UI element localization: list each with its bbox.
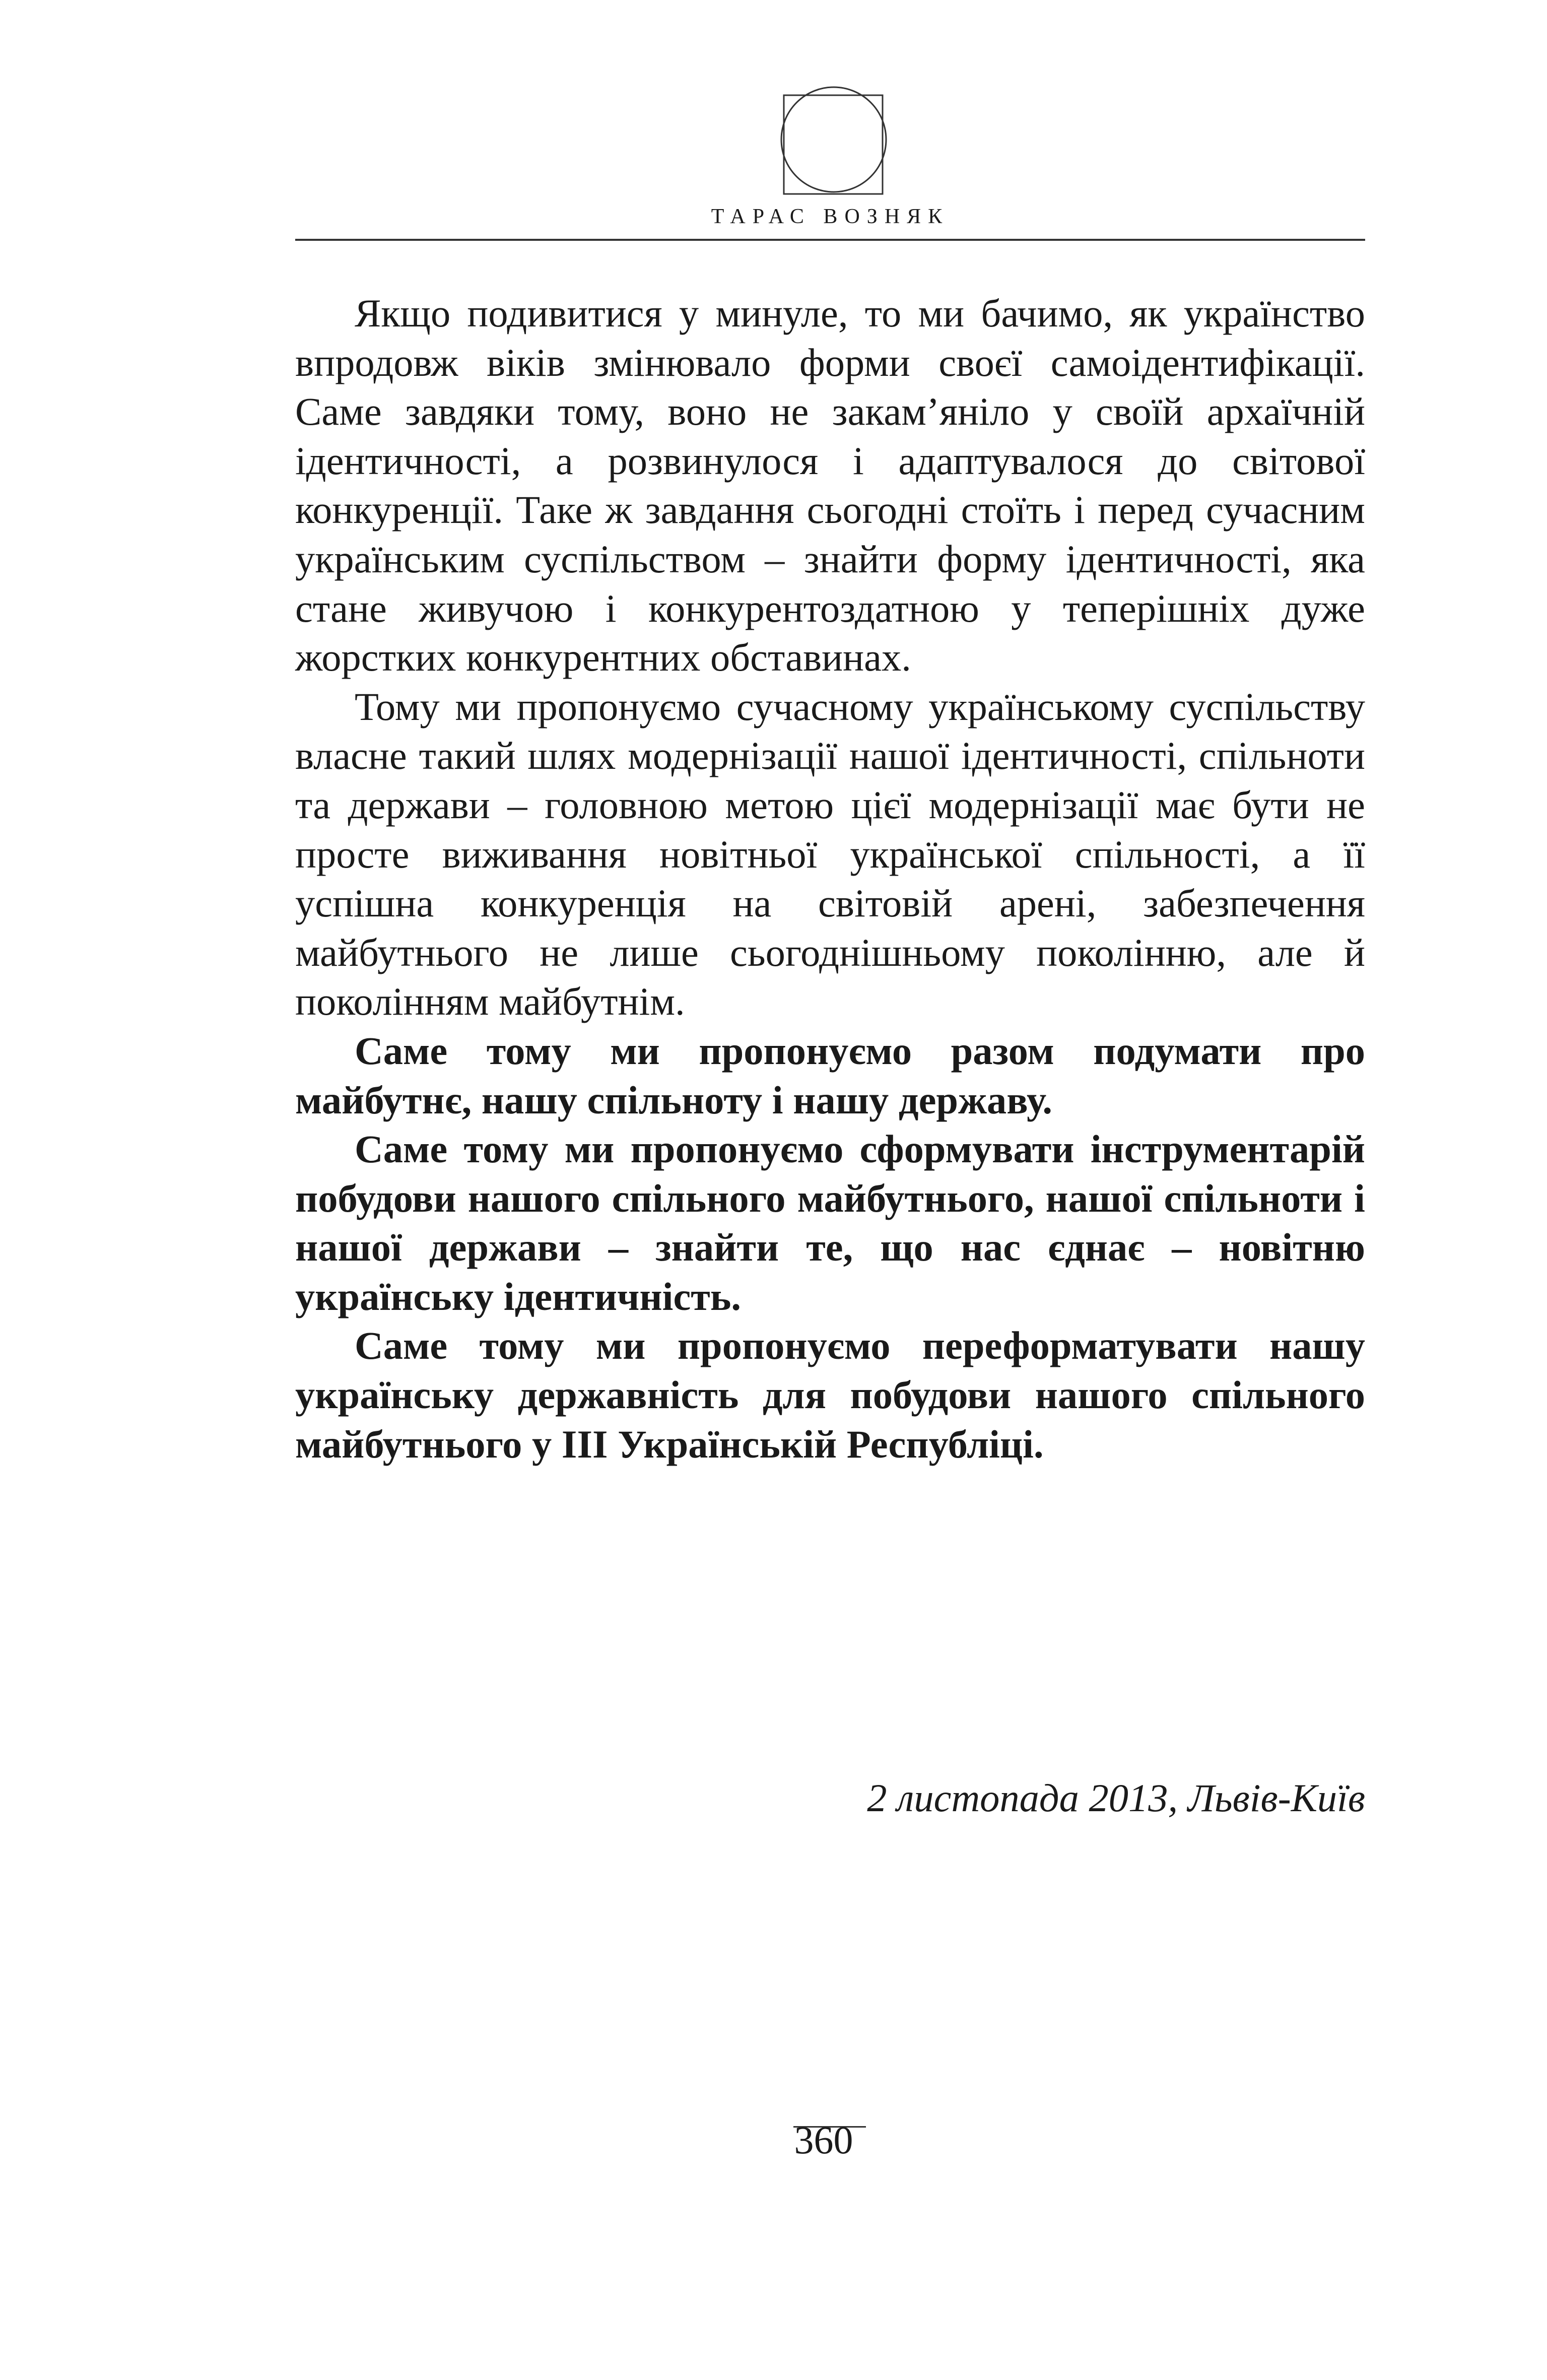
bold-paragraph: Саме тому ми пропонуємо разом подумати про майбутнє, нашу спільноту і нашу державу. [295,1028,1365,1122]
running-header-author: ТАРАС ВОЗНЯК [711,205,950,228]
page-number: 360 [794,2118,853,2162]
bold-paragraph: Саме тому ми пропонуємо сформувати інструментарій побудови нашого спільного майбутнього, нашої спільноти і нашої держави – знайти те, що нас єднає – новітню українську ідентичність. [295,1127,1365,1318]
paragraph: Якщо подивитися у минуле, то ми бачимо, як українство впродовж віків змінювало форми своєї самоідентифікації. Саме завдяки тому, воно не закам’яніло у своїй архаїчній ідентичності, а розвинулося і адаптувалося до світової конкуренції. Таке ж завдання сьогодні стоїть і перед сучасним українським суспільством – знайти форму ідентичності, яка стане живучою і конкурентоздатною у теперішніх дуже жорстких конкурентних обставинах. [295,291,1365,680]
circle-square-emblem-icon [769,74,905,195]
bold-paragraph: Саме тому ми пропонуємо переформатувати нашу українську державність для побудови нашого спільного майбутнього у ІІІ Українській Республіці. [295,1324,1365,1466]
header-divider [295,239,1365,241]
date-place-signature: 2 листопада 2013, Львів-Київ [867,1776,1365,1820]
main-text [295,289,1365,1469]
paragraph: Тому ми пропонуємо сучасному українському суспільству власне такий шлях модернізації нашої ідентичності, спільноти та держави – головною метою цієї модернізації має бути не просте виживання новітньої української спільності, а її успішна конкуренція на світовій арені, забезпечення майбутнього не лише сьогоднішньому поколінню, але й поколінням майбутнім. [295,684,1365,1024]
